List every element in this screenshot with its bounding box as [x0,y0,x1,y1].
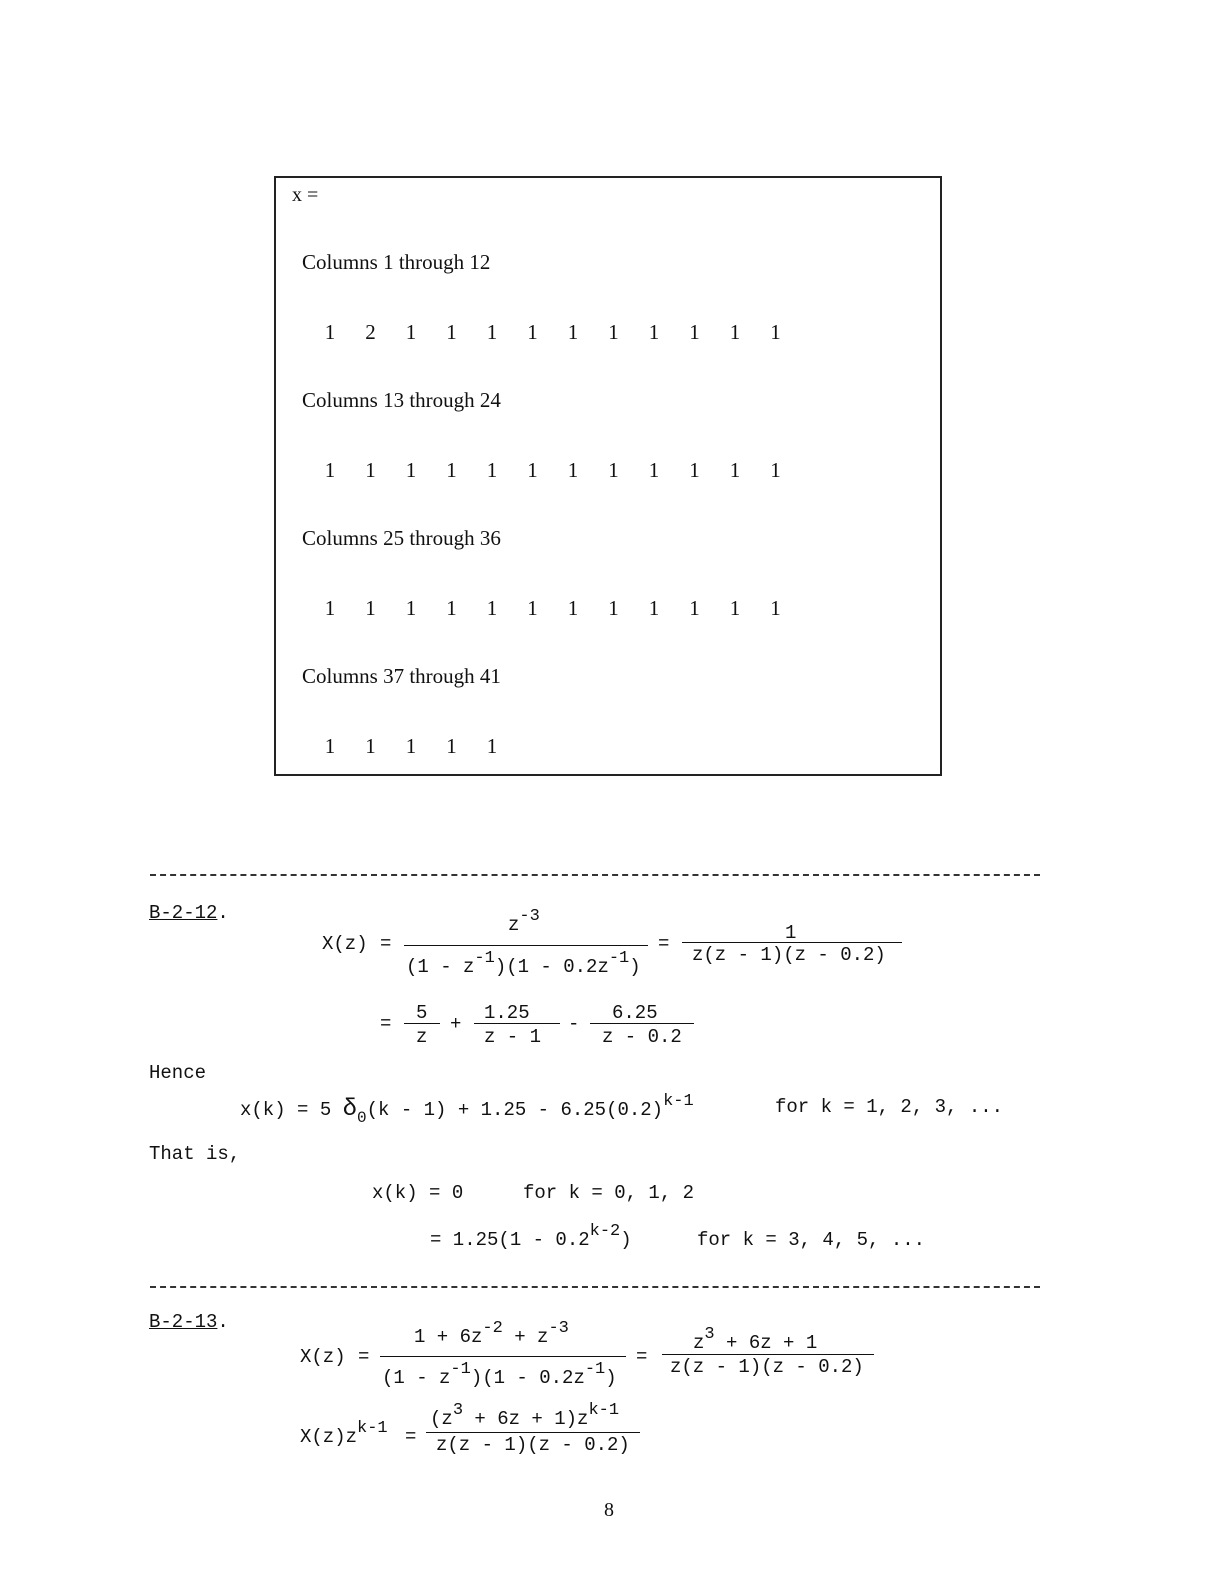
value-cell: 1 [567,596,579,620]
value-cell: 1 [405,320,417,344]
hence-text: Hence [149,1062,207,1084]
case2-condition: for k = 3, 4, 5, ... [697,1229,926,1251]
case1-equation: x(k) = 0 [372,1182,464,1204]
b212-fraction2-denominator: z(z - 1)(z - 0.2) [692,944,886,966]
value-cell: 1 [486,734,498,758]
exponent: k-1 [357,1419,388,1438]
section-divider [150,874,1040,876]
den-part: ) [605,1367,617,1389]
value-cell: 1 [729,458,741,482]
num-base: z [508,914,520,936]
den-part: )(1 - 0.2z [494,956,609,978]
den-part: (1 - z [406,956,475,978]
b213-line2-denominator: z(z - 1)(z - 0.2) [436,1434,630,1456]
b212-lhs: X(z) [322,933,368,955]
value-cell: 1 [324,320,336,344]
fraction-bar [404,945,648,946]
columns-header-1: Columns 1 through 12 [302,250,491,274]
fraction-bar [682,942,902,943]
value-cell: 1 [405,458,417,482]
value-cell: 1 [365,734,376,758]
value-cell: 1 [608,458,619,482]
den-exp: -1 [474,949,495,968]
equals-sign: = [380,1013,392,1035]
eq-part: ) [620,1229,632,1251]
exponent: k-2 [589,1222,621,1241]
value-cell: 1 [648,596,660,620]
eq-part: = 1.25(1 - 0.2 [430,1229,590,1251]
pf3-numerator: 6.25 [612,1002,658,1024]
columns-header-4: Columns 37 through 41 [302,664,501,688]
delta-symbol: δ [342,1096,358,1123]
num-part: + 6z + 1 [714,1332,818,1354]
num-part: (z [430,1408,453,1430]
value-cell: 1 [770,320,781,344]
b212-fraction1-denominator [406,949,641,978]
b213-line2-lhs [300,1419,388,1448]
matlab-output-box [274,176,942,776]
b213-fraction2-denominator: z(z - 1)(z - 0.2) [670,1356,864,1378]
pf2-numerator: 1.25 [484,1002,530,1024]
value-cell: 1 [365,596,376,620]
plus-sign: + [450,1013,462,1035]
fraction-bar [426,1432,640,1433]
b213-lhs: X(z) [300,1346,346,1368]
value-cell: 1 [446,458,457,482]
value-cell: 1 [648,458,660,482]
pf1-numerator: 5 [416,1002,428,1024]
value-cell: 1 [689,596,700,620]
xk-condition: for k = 1, 2, 3, ... [775,1096,1004,1118]
pf2-denominator: z - 1 [484,1026,542,1048]
num-part: + z [502,1326,549,1348]
den-exp: -1 [584,1360,606,1379]
case2-equation [430,1222,632,1251]
value-cell: 1 [608,320,619,344]
num-part: + 6z + 1)z [463,1408,589,1430]
eq-part: (k - 1) + 1.25 - 6.25(0.2) [366,1099,664,1121]
problem-label-b212: B-2-12. [149,902,229,924]
page-number: 8 [604,1499,614,1521]
fraction-bar [474,1023,560,1024]
b213-line2-numerator [430,1401,620,1430]
value-cell: 1 [689,458,700,482]
den-part: ) [629,956,641,978]
pf3-denominator: z - 0.2 [602,1026,682,1048]
variable-label: x = [292,184,319,206]
section-divider [150,1286,1040,1288]
columns-header-2: Columns 13 through 24 [302,388,501,412]
b213-fraction1-numerator [414,1319,569,1348]
fraction-bar [590,1023,694,1024]
eq-part: x(k) = 5 [240,1099,332,1121]
value-cell: 1 [365,458,376,482]
num-exp: 3 [704,1325,715,1344]
value-cell: 1 [527,458,538,482]
den-exp: -1 [450,1360,471,1379]
b212-fraction1-numerator [508,907,540,936]
num-part: 1 + 6z [414,1326,483,1348]
xk-equation [240,1092,694,1127]
num-exp: -3 [519,907,540,926]
value-cell: 1 [324,734,336,758]
value-cell: 1 [770,596,781,620]
num-exp: -2 [482,1319,503,1338]
exponent: k-1 [663,1092,694,1111]
value-cell: 1 [446,734,457,758]
fraction-bar [662,1354,874,1355]
value-cell: 2 [365,320,376,344]
value-cell: 1 [446,596,457,620]
value-cell: 1 [567,320,579,344]
value-cell: 1 [608,596,619,620]
pf1-denominator: z [416,1026,428,1048]
den-part: )(1 - 0.2z [470,1367,585,1389]
value-cell: 1 [324,458,336,482]
value-cell: 1 [729,320,741,344]
equals-sign: = [358,1346,370,1368]
value-cell: 1 [486,458,498,482]
lhs-part: X(z)z [300,1426,358,1448]
num-exp: 3 [452,1401,464,1420]
that-is-text: That is, [149,1143,241,1165]
value-cell: 1 [770,458,781,482]
value-cell: 1 [689,320,700,344]
num-exp: k-1 [588,1401,620,1420]
minus-sign: - [568,1013,580,1035]
columns-header-3: Columns 25 through 36 [302,526,501,550]
num-exp: -3 [548,1319,569,1338]
equals-sign: = [658,933,670,955]
b213-fraction1-denominator [382,1360,617,1389]
problem-number: B-2-13 [149,1311,218,1333]
b212-fraction2-numerator: 1 [785,922,797,944]
equals-sign: = [405,1426,417,1448]
value-cell: 1 [567,458,579,482]
den-part: (1 - z [382,1367,451,1389]
value-cell: 1 [729,596,741,620]
equals-sign: = [636,1346,648,1368]
fraction-bar [380,1356,626,1357]
value-cell: 1 [486,320,498,344]
problem-number: B-2-12 [149,902,218,924]
value-cell: 1 [324,596,336,620]
problem-label-b213: B-2-13. [149,1311,229,1333]
equals-sign: = [380,933,392,955]
value-cell: 1 [446,320,457,344]
value-cell: 1 [405,734,417,758]
fraction-bar [404,1023,440,1024]
num-part: z [693,1332,705,1354]
value-cell: 1 [648,320,660,344]
b213-fraction2-numerator [693,1325,818,1354]
delta-subscript: 0 [357,1109,367,1127]
value-cell: 1 [527,596,538,620]
value-cell: 1 [405,596,417,620]
value-cell: 1 [527,320,538,344]
case1-condition: for k = 0, 1, 2 [523,1182,695,1204]
den-exp: -1 [608,949,630,968]
value-cell: 1 [486,596,498,620]
